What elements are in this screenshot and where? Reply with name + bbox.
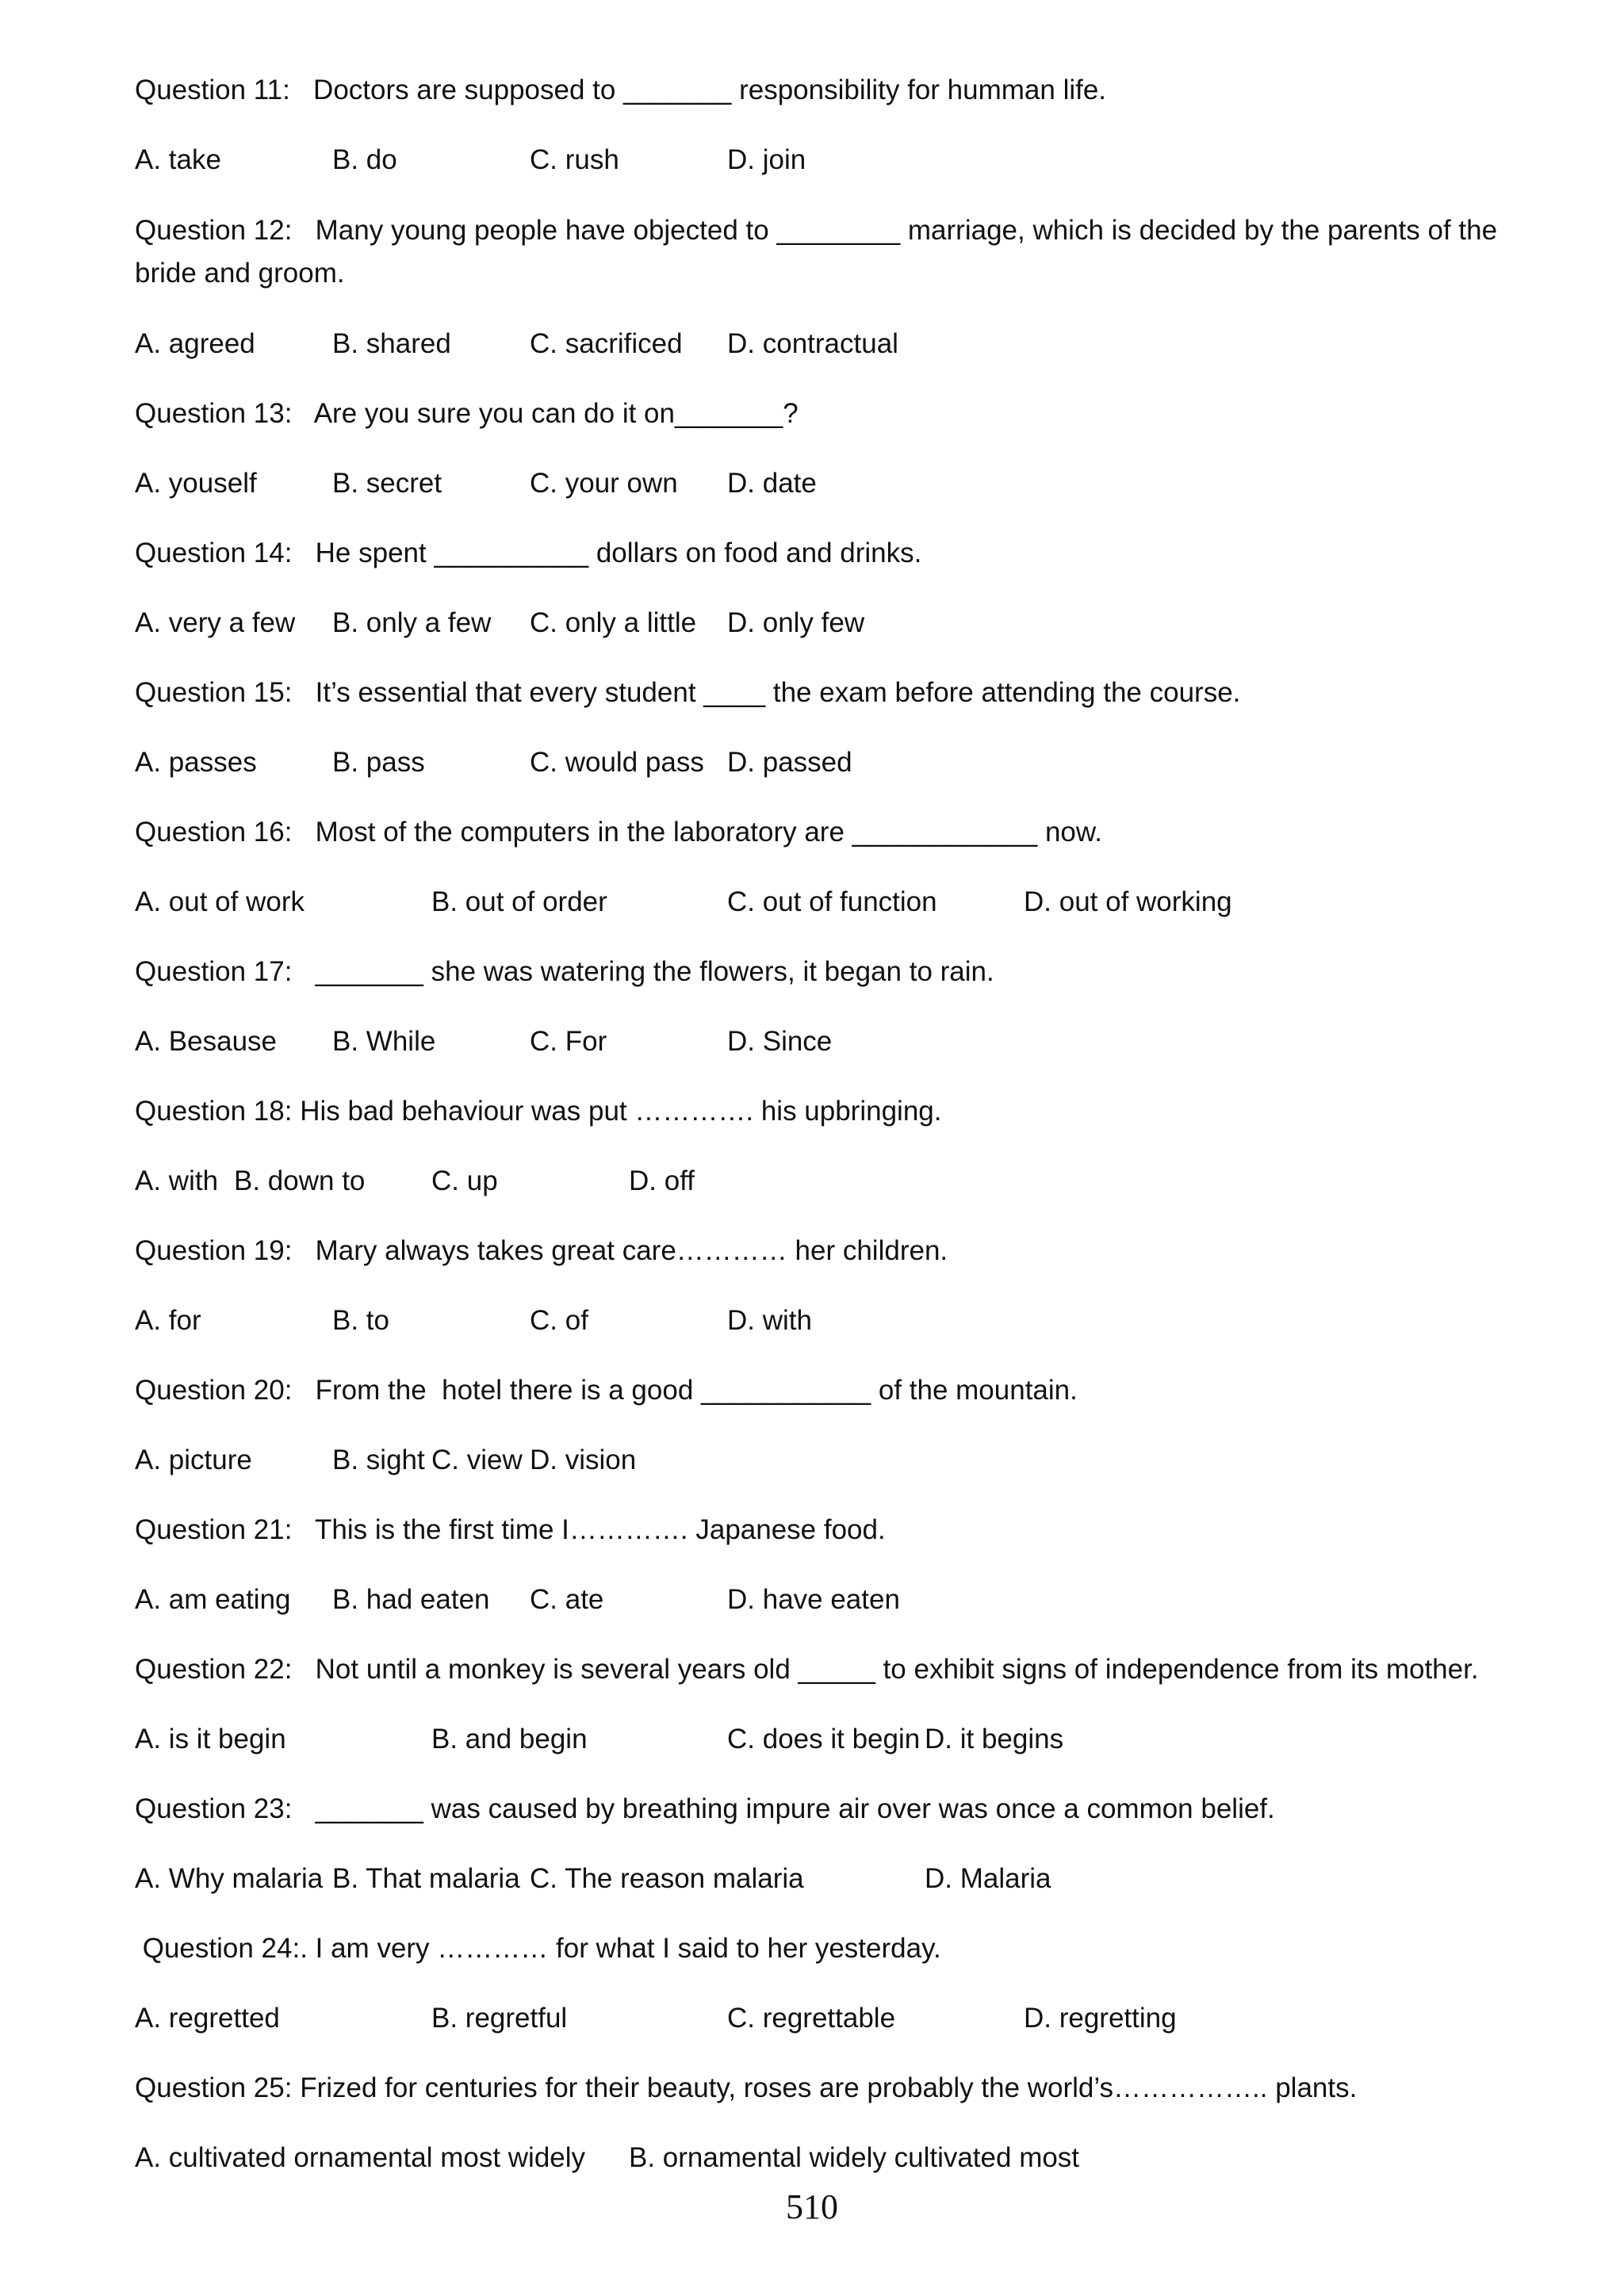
option-d: D. regretting — [1024, 2003, 1177, 2034]
option-d: D. off — [629, 1165, 695, 1196]
question-20-options — [135, 1440, 1499, 1481]
question-13-text: Question 13: Are you sure you can do it on_______? — [135, 398, 799, 429]
question-21-text: Question 21: This is the first time I…………. Japanese food. — [135, 1514, 886, 1545]
option-a: A. with — [135, 1165, 219, 1196]
question-19-options — [135, 1300, 1499, 1341]
option-c: C. rush — [530, 144, 619, 175]
option-a: A. out of work — [135, 886, 304, 917]
option-a: A. take — [135, 144, 221, 175]
question-22-options — [135, 1719, 1499, 1760]
option-b: B. out of order — [431, 886, 607, 917]
option-d: D. contractual — [727, 328, 898, 359]
question-15-text: Question 15: It’s essential that every student ____ the exam before attending the course. — [135, 677, 1241, 708]
option-a: A. Besause — [135, 1026, 277, 1057]
question-18-options — [135, 1161, 1499, 1202]
option-c: C. The reason malaria — [530, 1863, 804, 1894]
question-24-text: Question 24:. I am very ………… for what I said to her yesterday. — [135, 1933, 941, 1964]
question-25-text: Question 25: Frized for centuries for their beauty, roses are probably the world’s…………….. plants. — [135, 2072, 1358, 2103]
option-b: B. only a few — [332, 607, 492, 638]
option-a: A. cultivated ornamental most widely — [135, 2142, 586, 2173]
option-b: B. down to — [234, 1165, 366, 1196]
option-b: B. do — [332, 144, 397, 175]
option-a: A. very a few — [135, 607, 296, 638]
option-a: A. am eating — [135, 1584, 291, 1615]
option-a: A. Why malaria — [135, 1863, 324, 1894]
question-19-text: Question 19: Mary always takes great care………… her children. — [135, 1235, 948, 1266]
option-c: C. out of function — [727, 886, 937, 917]
option-a: A. youself — [135, 468, 257, 499]
question-16-text: Question 16: Most of the computers in the laboratory are ____________ now. — [135, 817, 1102, 848]
option-d: D. Since — [727, 1026, 833, 1057]
question-18-text: Question 18: His bad behaviour was put …………. his upbringing. — [135, 1096, 942, 1127]
page-number: 510 — [786, 2187, 838, 2226]
option-c: C. only a little — [530, 607, 697, 638]
option-b: B. That malaria — [332, 1863, 520, 1894]
option-d: D. out of working — [1024, 886, 1232, 917]
option-b: B. to — [332, 1305, 389, 1336]
question-17-options — [135, 1021, 1499, 1062]
option-b: B. had eaten — [332, 1584, 490, 1615]
question-11-text: Question 11: Doctors are supposed to _______ responsibility for humman life. — [135, 75, 1107, 105]
option-b: B. sight — [332, 1445, 425, 1475]
option-c: C. regrettable — [727, 2003, 896, 2034]
option-d: D. only few — [727, 607, 865, 638]
question-24-options — [135, 1998, 1499, 2039]
option-d: D. date — [727, 468, 817, 499]
question-15-options — [135, 742, 1499, 783]
option-a: A. picture — [135, 1445, 252, 1475]
option-c: C. sacrificed — [530, 328, 683, 359]
option-a: A. agreed — [135, 328, 255, 359]
option-c: C. ate — [530, 1584, 604, 1615]
option-b: B. pass — [332, 747, 425, 778]
option-b: B. ornamental widely cultivated most — [629, 2142, 1080, 2173]
option-b: B. shared — [332, 328, 451, 359]
option-d: D. join — [727, 144, 806, 175]
option-c: C. up — [431, 1165, 498, 1196]
question-22-text: Question 22: Not until a monkey is several years old _____ to exhibit signs of independence from its mother. — [135, 1654, 1479, 1685]
option-a: A. passes — [135, 747, 257, 778]
option-b: B. secret — [332, 468, 442, 499]
question-12-options — [135, 323, 1499, 365]
option-b: B. regretful — [431, 2003, 568, 2034]
option-d: D. with — [727, 1305, 812, 1336]
option-a: A. is it begin — [135, 1724, 286, 1755]
option-b: B. and begin — [431, 1724, 588, 1755]
option-d: D. passed — [727, 747, 852, 778]
option-b: B. While — [332, 1026, 436, 1057]
question-25-options — [135, 2137, 1499, 2179]
question-11-options — [135, 140, 1499, 181]
option-c: C. view — [431, 1445, 523, 1475]
exam-page — [135, 70, 1505, 2179]
question-21-options — [135, 1579, 1499, 1621]
question-16-options — [135, 882, 1499, 923]
option-a: A. for — [135, 1305, 201, 1336]
option-c: C. would pass — [530, 747, 704, 778]
option-d: D. have eaten — [727, 1584, 900, 1615]
option-c: C. For — [530, 1026, 607, 1057]
question-17-text: Question 17: _______ she was watering the flowers, it began to rain. — [135, 956, 994, 987]
question-12-text: Question 12: Many young people have objected to ________ marriage, which is decided by the parents of the bride and groom. — [135, 215, 1505, 289]
question-20-text: Question 20: From the hotel there is a good ___________ of the mountain. — [135, 1375, 1078, 1406]
option-d: D. vision — [530, 1445, 637, 1475]
option-c: C. your own — [530, 468, 678, 499]
option-a: A. regretted — [135, 2003, 280, 2034]
question-14-text: Question 14: He spent __________ dollars on food and drinks. — [135, 538, 922, 568]
question-23-text: Question 23: _______ was caused by breathing impure air over was once a common belief. — [135, 1793, 1275, 1824]
option-d: D. it begins — [925, 1724, 1064, 1755]
question-13-options — [135, 463, 1499, 504]
question-23-options — [135, 1858, 1499, 1900]
option-c: C. does it begin — [727, 1724, 921, 1755]
option-c: C. of — [530, 1305, 588, 1336]
option-d: D. Malaria — [925, 1863, 1051, 1894]
question-14-options — [135, 603, 1499, 644]
